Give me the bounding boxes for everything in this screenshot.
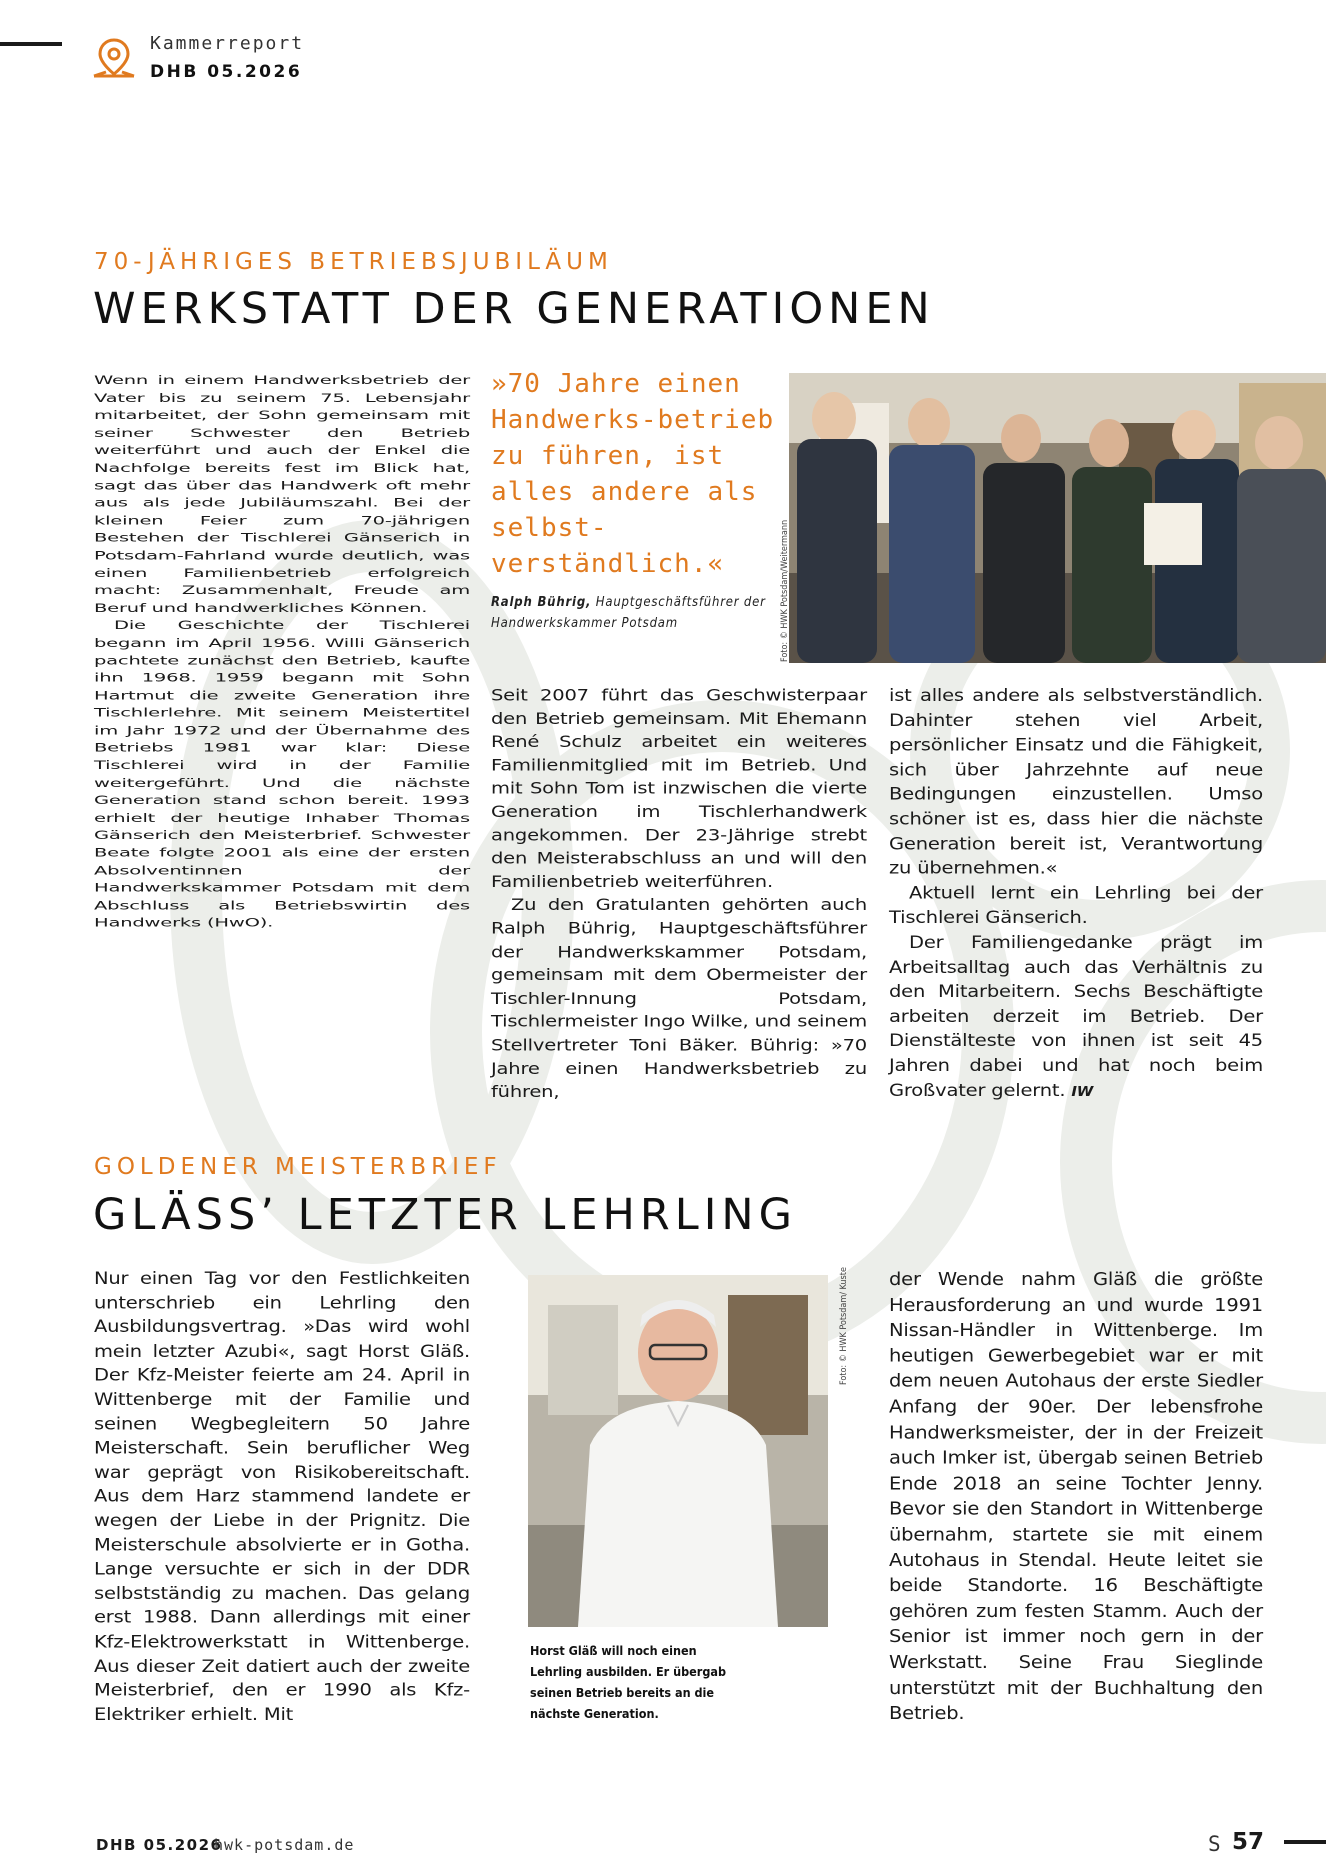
portrait-photo <box>528 1275 828 1627</box>
photo-caption: Horst Gläß will noch einen Lehrling ausbilden. Er übergab seinen Betrieb bereits an die nächste Generation. <box>530 1643 727 1721</box>
article1-column-3 <box>889 684 1263 1104</box>
paragraph: Aktuell lernt ein Lehrling bei der Tischlerei Gänserich. <box>889 882 1263 928</box>
article2-kicker: GOLDENER MEISTERBRIEF <box>94 1154 502 1180</box>
page-number: 57 <box>1232 1829 1265 1855</box>
article1-kicker: 70-JÄHRIGES BETRIEBSJUBILÄUM <box>94 249 613 275</box>
photo-credit: Foto: © HWK Potsdam/ Kuste <box>839 1267 849 1385</box>
paragraph: Nur einen Tag vor den Festlichkeiten unterschrieb ein Lehrling den Ausbildungsvertrag. »Das wird wohl mein letzter Azubi«, sagt Horst Gläß. Der Kfz-Meister feierte am 24. April in Wittenberge mit der Familie und seinen Wegbegleitern 50 Jahre Meisterschaft. Sein beruflicher Weg war geprägt von Risikobereitschaft. Aus dem Harz stammend landete er wegen der Liebe in der Prignitz. Die Meisterschule absolvierte er in Gotha. Lange versuchte er sich in der DDR selbstständig zu machen. Das gelang erst 1988. Dann allerdings mit einer Kfz-Elektrowerkstatt in Wittenberge. Aus dieser Zeit datiert auch der zweite Meisterbrief, den er 1990 als Kfz-Elektriker erhielt. Mit <box>94 1268 470 1725</box>
article1-column-1 <box>94 372 470 932</box>
paragraph <box>889 930 1263 1103</box>
paragraph: Wenn in einem Handwerksbetrieb der Vater bis zu seinem 75. Lebensjahr mitarbeitet, der Sohn gemeinsam mit seiner Schwester den Betrieb weiterführt und auch der Enkel die Nachfolge bereits fest im Blick hat, sagt das über das Handwerk oft mehr aus als jede Jubiläumszahl. Bei der kleinen Feier zum 70-jährigen Bestehen der Tischlerei Gänserich in Potsdam-Fahrland wurde deutlich, was einen Familienbetrieb erfolgreich macht: Zusammenhalt, Freude am Beruf und handwerkliches Können. <box>94 373 470 615</box>
issue-label: DHB 05.2026 <box>150 62 303 82</box>
quote-author: Ralph Bührig, <box>491 595 592 610</box>
paragraph: der Wende nahm Gläß die größte Herausforderung an und wurde 1991 Nissan-Händler in Wittenberge. Im heutigen Gewerbegebiet war er mit dem neuen Autohaus der erste Siedler Anfang der 90er. Der lebensfrohe Handwerksmeister, der in der Freizeit auch Imker ist, übergab seinen Betrieb Ende 2018 an seine Tochter Jenny. Bevor sie den Standort in Wittenberge übernahm, startete sie mit einem Autohaus in Stendal. Heute leitet sie beide Standorte. 16 Beschäftigte gehören zum festen Stamm. Auch der Senior ist immer noch gern in der Werkstatt. Seine Frau Sieglinde unterstützt mit der Buchhaltung den Betrieb. <box>889 1268 1263 1724</box>
paragraph: Seit 2007 führt das Geschwisterpaar den Betrieb gemeinsam. Mit Ehemann René Schulz arbeitet ein weiteres Familienmitglied mit im Betrieb. Und mit Sohn Tom ist inzwischen die vierte Generation im Tischlerhandwerk angekommen. Der 23-Jährige strebt den Meisterabschluss an und will den Familienbetrieb weiterführen. <box>491 685 867 892</box>
article2-column-3 <box>889 1267 1263 1727</box>
article2-title: GLÄSS’ LETZTER LEHRLING <box>93 1190 797 1240</box>
portrait-photo-image <box>528 1275 828 1627</box>
pull-quote: »70 Jahre einen Handwerks-betrieb zu führen, ist alles andere als selbst-verständlich.« <box>491 369 775 579</box>
group-photo-image <box>789 373 1326 663</box>
paragraph: Die Geschichte der Tischlerei begann im April 1956. Willi Gänserich pachtete zunächst den Betrieb, kaufte ihn 1968. 1959 begann mit Sohn Hartmut die zweite Generation ihre Tischlerlehre. Mit seinem Meistertitel im Jahr 1972 und der Übernahme des Betriebs 1981 war klar: Diese Tischlerei wird in der Familie weitergeführt. Und die nächste Generation stand schon bereit. 1993 erhielt der heutige Inhaber Thomas Gänserich den Meisterbrief. Schwester Beate folgte 2001 als eine der ersten Absolventinnen der Handwerkskammer Potsdam mit dem Abschluss als Betriebswirtin des Handwerks (HwO). <box>94 618 470 930</box>
article1-title: WERKSTATT DER GENERATIONEN <box>93 284 935 334</box>
article2-column-1 <box>94 1267 470 1727</box>
section-kicker: Kammerreport <box>150 33 305 54</box>
paragraph: Zu den Gratulanten gehörten auch Ralph Bührig, Hauptgeschäftsführer der Handwerkskammer Potsdam, gemeinsam mit dem Obermeister der Tischler-Innung Potsdam, Tischlermeister Ingo Wilke, und seinem Stellvertreter Toni Bäker. Bührig: »70 Jahre einen Handwerksbetrieb zu führen, <box>491 895 867 1102</box>
footer-rule <box>1284 1840 1326 1844</box>
quote-source <box>491 592 781 634</box>
author-signature: IW <box>1071 1083 1094 1100</box>
paragraph: ist alles andere als selbstverständlich. Dahinter stehen viel Arbeit, persönlicher Einsatz und die Fähigkeit, sich über Jahrzehnte auf neue Bedingungen einzustellen. Umso schöner ist es, dass hier die nächste Generation bereit ist, Verantwortung zu übernehmen.« <box>889 685 1263 879</box>
location-pin-icon <box>92 36 136 82</box>
header-rule <box>0 42 62 46</box>
footer-issue: DHB 05.2026 <box>96 1836 223 1854</box>
article1-column-2 <box>491 684 867 1104</box>
paragraph-text: Der Familiengedanke prägt im Arbeitsalltag auch das Verhältnis zu den Mitarbeitern. Sechs Beschäftigte arbeiten derzeit im Betrieb. Der Dienstälteste von ihnen ist seit 45 Jahren dabei und hat noch beim Großvater gelernt. <box>889 932 1263 1100</box>
footer-website-link[interactable]: hwk-potsdam.de <box>214 1836 355 1854</box>
page-prefix: S <box>1208 1832 1221 1856</box>
group-photo <box>789 373 1326 663</box>
quote-role: Hauptgeschäftsführer der Handwerkskammer Potsdam <box>491 595 766 631</box>
photo-credit: Foto: © HWK Potsdam/Weitermann <box>780 519 790 662</box>
